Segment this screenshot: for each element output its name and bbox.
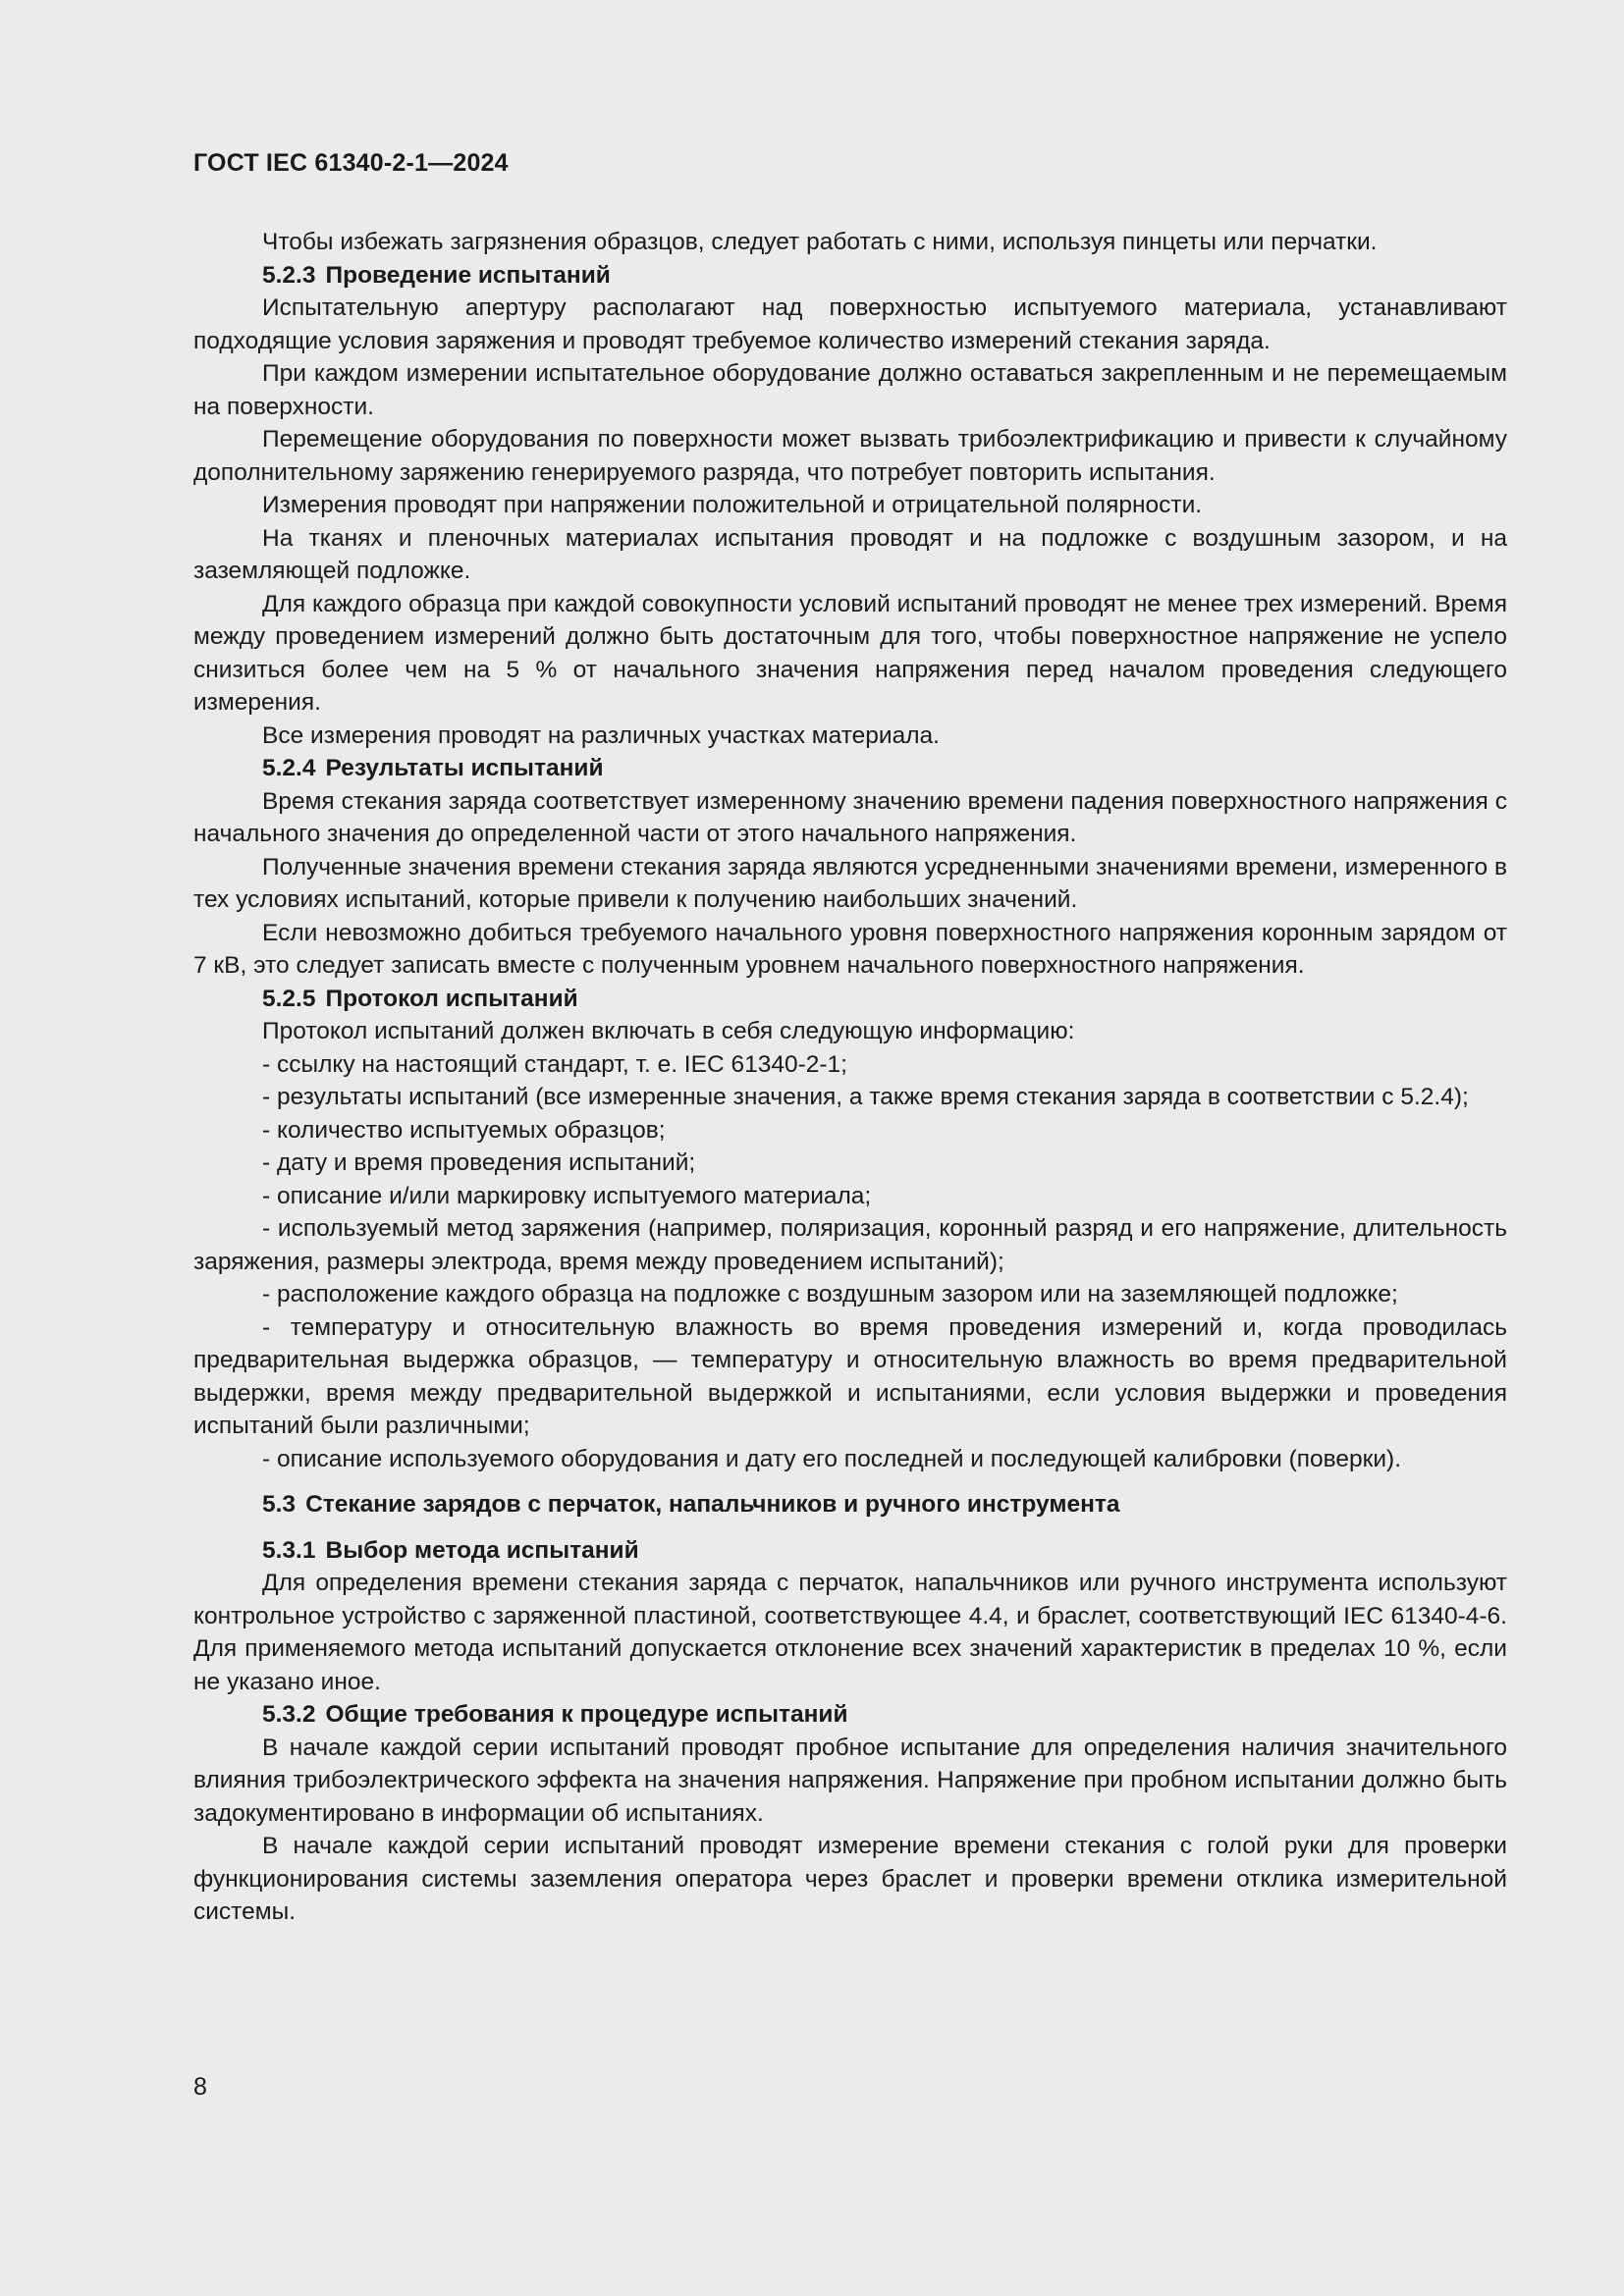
- section-title: Выбор метода испытаний: [325, 1536, 639, 1564]
- section-title: Стекание зарядов с перчаток, напальчников и ручного инструмента: [305, 1491, 1120, 1518]
- section-title: Протокол испытаний: [325, 985, 578, 1012]
- section-title: Проведение испытаний: [325, 261, 611, 289]
- paragraph: При каждом измерении испытательное оборудование должно оставаться закрепленным и не перемещаемым на поверхности.: [193, 360, 1507, 420]
- section-heading-5-3-2: [193, 1698, 1507, 1732]
- section-number: 5.2.4: [262, 755, 316, 781]
- section-title: Результаты испытаний: [325, 755, 604, 781]
- section-number: 5.3.1: [262, 1536, 316, 1564]
- paragraph: Время стекания заряда соответствует измеренному значению времени падения поверхностного напряжения с начального значения до определенной части от этого начального напряжения.: [193, 787, 1507, 847]
- section-number: 5.3.2: [262, 1701, 316, 1728]
- list-item: - дату и время проведения испытаний;: [262, 1149, 696, 1176]
- section-number: 5.3: [262, 1491, 297, 1518]
- section-heading-5-3-1: [193, 1534, 1507, 1568]
- section-heading-5-2-3: [193, 259, 1507, 293]
- section-heading-5-3: [193, 1488, 1507, 1522]
- paragraph: Чтобы избежать загрязнения образцов, следует работать с ними, используя пинцеты или перчатки.: [262, 229, 1378, 255]
- paragraph: В начале каждой серии испытаний проводят измерение времени стекания с голой руки для проверки функционирования системы заземления оператора через браслет и проверки времени отклика измерительной системы.: [193, 1833, 1507, 1925]
- paragraph: Все измерения проводят на различных участках материала.: [262, 721, 940, 749]
- paragraph: В начале каждой серии испытаний проводят пробное испытание для определения наличия значительного влияния трибоэлектрического эффекта на значения напряжения. Напряжение при пробном испытании должно быть задокументировано в информации об испытаниях.: [193, 1734, 1507, 1827]
- list-item: - используемый метод заряжения (например, поляризация, коронный разряд и его напряжение, длительность заряжения, размеры электрода, время между проведением испытаний);: [193, 1215, 1507, 1275]
- list-item: - описание используемого оборудования и дату его последней и последующей калибровки (поверки).: [262, 1445, 1402, 1472]
- paragraph: Для каждого образца при каждой совокупности условий испытаний проводят не менее трех измерений. Время между проведением измерений должно быть достаточным для того, чтобы поверхностное напряжение не успело снизиться более чем на 5 % от начального значения напряжения перед началом проведения следующего измерения.: [193, 590, 1507, 716]
- list-item: - температуру и относительную влажность во время проведения измерений и, когда проводилась предварительная выдержка образцов, — температуру и относительную влажность во время предварительной выдержки, время между предварительной выдержкой и испытаниями, если условия выдержки и проведения испытаний были различными;: [193, 1313, 1507, 1439]
- paragraph: Измерения проводят при напряжении положительной и отрицательной полярности.: [262, 492, 1203, 518]
- paragraph: Полученные значения времени стекания заряда являются усредненными значениями времени, измеренного в тех условиях испытаний, которые привели к получению наибольших значений.: [193, 853, 1507, 913]
- list-item: - результаты испытаний (все измеренные значения, а также время стекания заряда в соответствии с 5.2.4);: [262, 1084, 1469, 1110]
- list-item: - ссылку на настоящий стандарт, т. е. IEC 61340-2-1;: [262, 1050, 847, 1078]
- section-heading-5-2-4: [193, 752, 1507, 785]
- paragraph: Если невозможно добиться требуемого начального уровня поверхностного напряжения коронным зарядом от 7 кВ, это следует записать вместе с полученным уровнем начального поверхностного напряжения.: [193, 919, 1507, 979]
- section-title: Общие требования к процедуре испытаний: [325, 1701, 848, 1728]
- section-number: 5.2.3: [262, 261, 316, 289]
- paragraph: Для определения времени стекания заряда с перчаток, напальчников или ручного инструмента используют контрольное устройство с заряженной пластиной, соответствующее 4.4, и браслет, соответствующий IEC 61340-4-6. Для применяемого метода испытаний допускается отклонение всех значений характеристик в пределах 10 %, если не указано иное.: [193, 1570, 1507, 1695]
- section-number: 5.2.5: [262, 985, 316, 1012]
- list-item: - количество испытуемых образцов;: [262, 1116, 666, 1144]
- list-item: - описание и/или маркировку испытуемого материала;: [262, 1182, 872, 1209]
- section-heading-5-2-5: [193, 983, 1507, 1016]
- document-body: [193, 226, 1507, 1929]
- page-number: 8: [193, 2073, 207, 2101]
- paragraph: На тканях и пленочных материалах испытания проводят и на подложке с воздушным зазором, и на заземляющей подложке.: [193, 524, 1507, 584]
- document-header: ГОСТ IEC 61340-2-1—2024: [193, 149, 509, 177]
- paragraph: Испытательную апертуру располагают над поверхностью испытуемого материала, устанавливают подходящие условия заряжения и проводят требуемое количество измерений стекания заряда.: [193, 294, 1507, 354]
- list-item: - расположение каждого образца на подложке с воздушным зазором или на заземляющей подложке;: [262, 1281, 1398, 1308]
- paragraph: Протокол испытаний должен включать в себя следующую информацию:: [262, 1018, 1075, 1044]
- paragraph: Перемещение оборудования по поверхности может вызвать трибоэлектрификацию и привести к случайному дополнительному заряжению генерируемого разряда, что потребует повторить испытания.: [193, 426, 1507, 486]
